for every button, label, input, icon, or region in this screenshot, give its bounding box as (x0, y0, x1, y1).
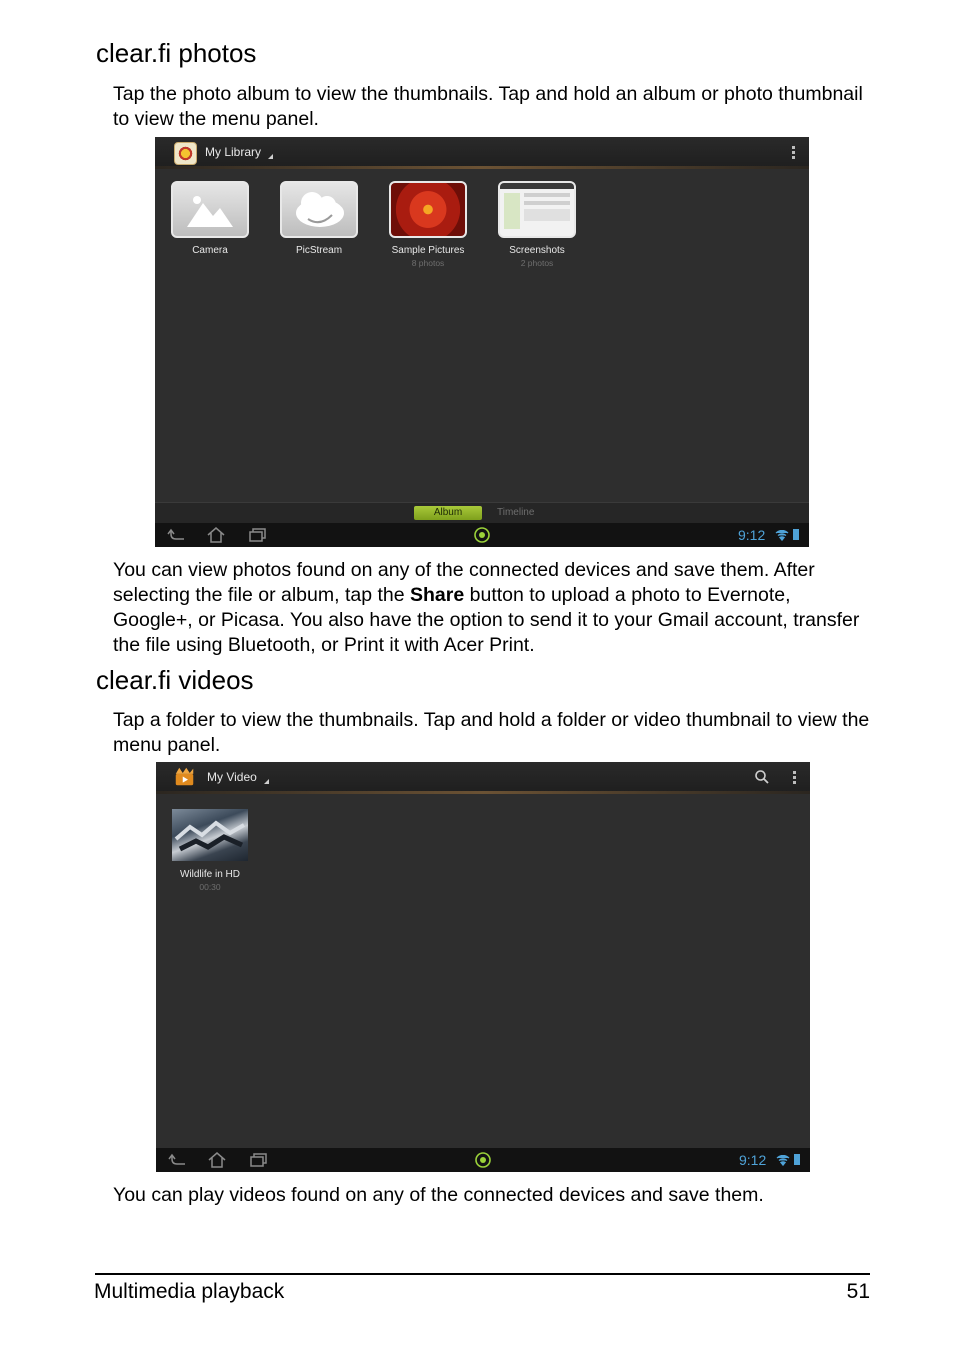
section-heading-videos: clear.fi videos (96, 665, 254, 695)
clearfi-video-app-icon[interactable] (174, 766, 195, 787)
video-library-title[interactable]: My Video (207, 770, 257, 784)
album-name: Screenshots (509, 245, 565, 256)
status-clock: 9:12 (739, 1152, 767, 1168)
footer-rule (95, 1273, 870, 1275)
sample-pictures-thumbnail (389, 181, 467, 238)
section-heading-photos: clear.fi photos (96, 38, 257, 68)
videos-action-bar (156, 762, 810, 792)
video-duration: 00:30 (199, 882, 221, 892)
photos-library-title[interactable]: My Library (205, 145, 262, 159)
album-tile[interactable] (495, 181, 579, 268)
home-icon[interactable] (207, 1152, 227, 1168)
back-icon[interactable] (168, 1152, 188, 1168)
tab-timeline[interactable]: Timeline (497, 507, 535, 518)
album-tile[interactable] (168, 181, 252, 258)
battery-icon (793, 529, 799, 540)
videos-outro-text: You can play videos found on any of the connected devices and save them. (113, 1184, 764, 1206)
overflow-menu-icon[interactable] (793, 771, 797, 785)
camera-album-icon (171, 181, 249, 238)
search-icon[interactable] (754, 769, 770, 785)
overflow-menu-icon[interactable] (792, 146, 796, 160)
clearfi-status-icon[interactable] (473, 526, 491, 544)
video-tile[interactable] (168, 809, 252, 892)
videos-screenshot (156, 762, 810, 1172)
photos-description (113, 558, 873, 658)
video-dropdown-icon[interactable] (264, 779, 269, 784)
system-nav-bar (156, 1148, 810, 1172)
album-name: Camera (192, 245, 228, 256)
footer-chapter: Multimedia playback (94, 1280, 285, 1303)
system-nav-bar (155, 523, 809, 547)
tab-album[interactable]: Album (414, 506, 482, 520)
clearfi-status-icon[interactable] (474, 1151, 492, 1169)
view-tab-bar (155, 502, 809, 523)
home-icon[interactable] (206, 527, 226, 543)
album-count: 8 photos (411, 258, 445, 268)
back-icon[interactable] (167, 527, 187, 543)
photos-screenshot (155, 137, 809, 547)
wifi-icon (776, 1155, 790, 1166)
photos-desc-part1: You can view photos found on any of the connected devices and save them. After selecting the file or album, tap the (113, 559, 815, 606)
battery-icon (794, 1154, 800, 1165)
status-clock: 9:12 (738, 527, 766, 543)
recent-apps-icon[interactable] (249, 1152, 269, 1168)
picstream-cloud-icon (280, 181, 358, 238)
photos-desc-part2: button to upload a photo to Evernote, Google+, or Picasa. You also have the option to send it to your Gmail account, transfer the file using Bluetooth, or Print it with Acer Print. (113, 584, 860, 656)
album-tile[interactable] (386, 181, 470, 268)
album-tile[interactable] (277, 181, 361, 258)
videos-intro-text: Tap a folder to view the thumbnails. Tap and hold a folder or video thumbnail to view the menu panel. (113, 709, 870, 756)
recent-apps-icon[interactable] (248, 527, 268, 543)
album-name: Sample Pictures (391, 245, 465, 256)
screenshots-thumbnail (498, 181, 576, 238)
library-dropdown-icon[interactable] (268, 154, 273, 159)
album-name: PicStream (295, 245, 343, 256)
album-count: 2 photos (520, 258, 554, 268)
photos-action-bar (155, 137, 809, 167)
clearfi-photos-app-icon[interactable] (174, 142, 197, 165)
action-bar-divider (155, 166, 809, 169)
page-number: 51 (846, 1280, 870, 1303)
video-name: Wildlife in HD (179, 869, 240, 880)
share-keyword: Share (410, 584, 465, 606)
photos-intro-text: Tap the photo album to view the thumbnails. Tap and hold an album or photo thumbnail to view the menu panel. (113, 83, 863, 130)
wifi-icon (775, 530, 789, 541)
action-bar-divider (156, 791, 810, 794)
wildlife-video-thumbnail (172, 809, 248, 861)
